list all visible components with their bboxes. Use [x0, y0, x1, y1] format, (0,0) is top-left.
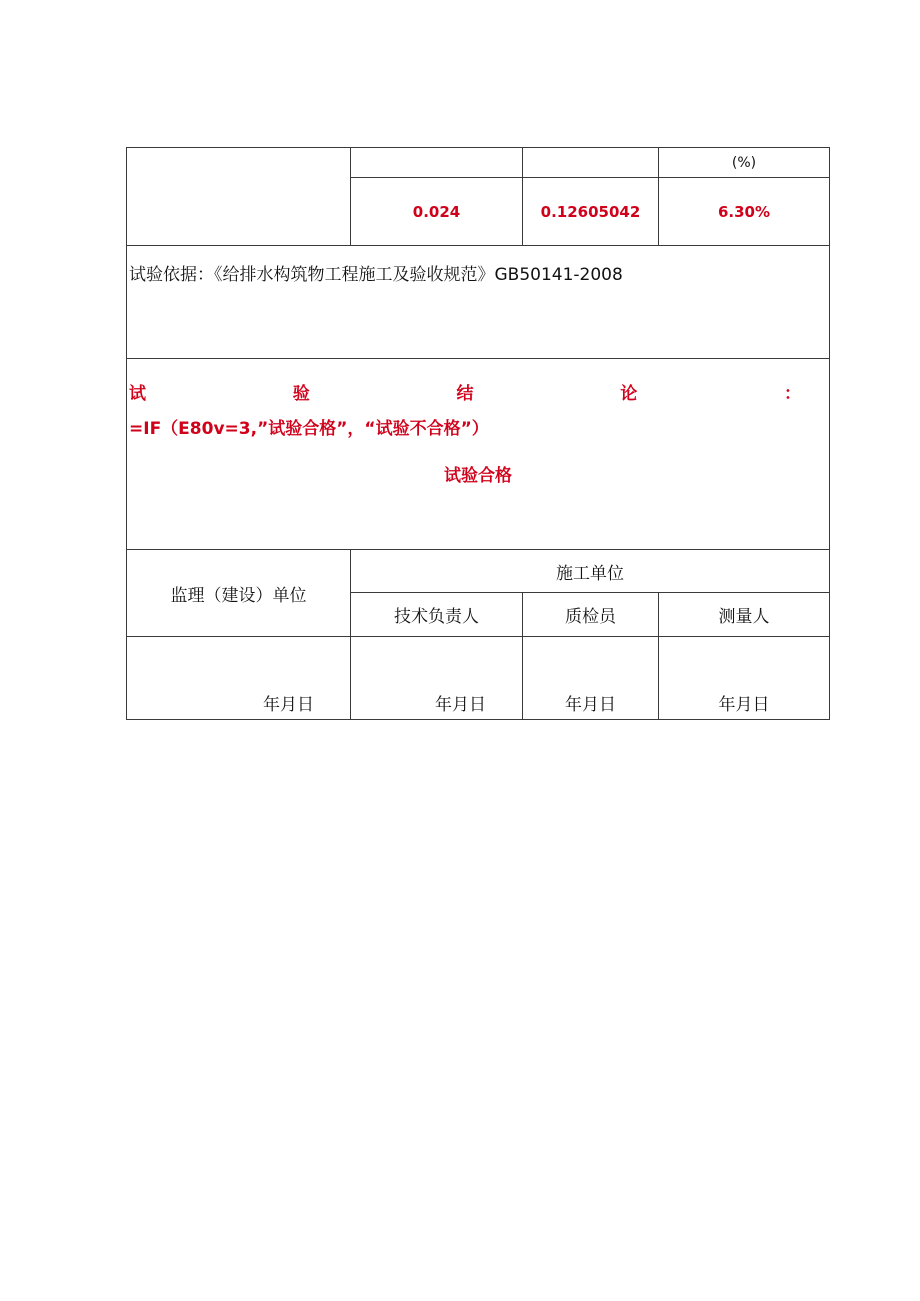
conclusion-result: 试验合格 — [444, 466, 512, 486]
results-header-row — [127, 148, 830, 178]
surveyor-date-cell — [659, 637, 830, 720]
quality-inspector-label: 质检员 — [523, 593, 659, 637]
inspector-date-cell — [523, 637, 659, 720]
conclusion-cell — [127, 359, 830, 550]
tech-lead-label: 技术负责人 — [351, 593, 523, 637]
surveyor-date: 年月日 — [718, 695, 770, 715]
surveyor-label: 测量人 — [659, 593, 830, 637]
test-basis-text: 试验依据：《给排水构筑物工程施工及验收规范》GB50141-2008 — [127, 246, 830, 359]
result-value-2: 0.12605042 — [523, 178, 659, 246]
test-record-table — [126, 147, 830, 720]
conclusion-title-char: 试 — [129, 384, 146, 404]
signature-date-row — [127, 637, 830, 720]
conclusion-title-char: 论 — [620, 384, 638, 404]
signature-header-row — [127, 550, 830, 593]
inspector-date: 年月日 — [565, 695, 616, 715]
percent-unit-header: (%) — [659, 148, 830, 178]
results-header-cell-1 — [351, 148, 523, 178]
test-basis-row — [127, 246, 830, 359]
tech-lead-date-cell — [351, 637, 523, 720]
result-percentage: 6.30% — [659, 178, 830, 246]
supervisor-date: 年月日 — [263, 695, 314, 715]
conclusion-title-char: 结 — [456, 384, 474, 404]
result-value-1: 0.024 — [351, 178, 523, 246]
results-header-cell-2 — [523, 148, 659, 178]
conclusion-title-char: 验 — [292, 384, 310, 404]
results-blank-cell — [127, 148, 351, 246]
contractor-unit-label: 施工单位 — [351, 550, 830, 593]
conclusion-formula: =IF（E80v=3,”试验合格”，“试验不合格”） — [129, 419, 489, 439]
tech-lead-date: 年月日 — [435, 695, 486, 715]
conclusion-title-char: ： — [784, 384, 801, 404]
supervisor-date-cell — [127, 637, 351, 720]
supervisor-unit-label: 监理（建设）单位 — [127, 550, 351, 637]
conclusion-row — [127, 359, 830, 550]
conclusion-title — [127, 359, 829, 404]
